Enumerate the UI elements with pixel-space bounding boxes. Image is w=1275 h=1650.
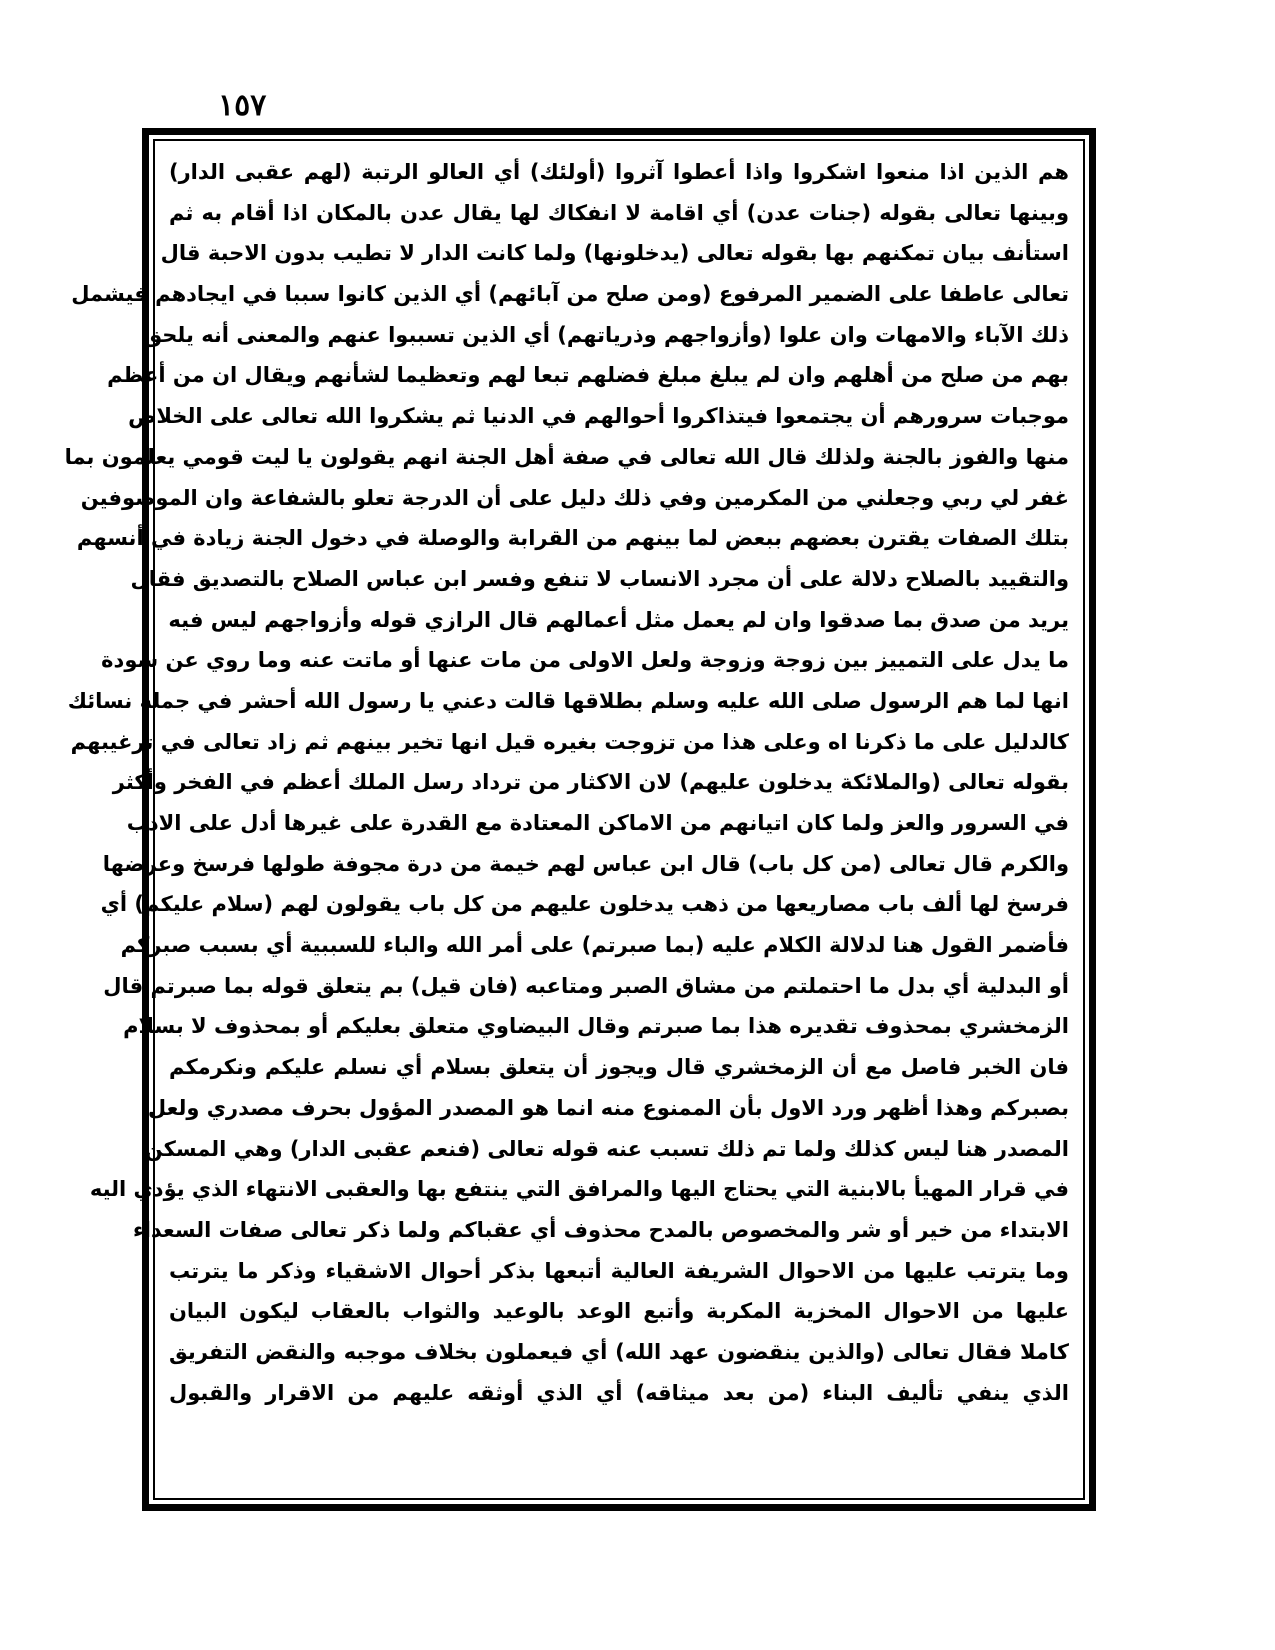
- page-frame: [64, 128, 1096, 1511]
- text-line: غفر لي ربي وجعلني من المكرمين وفي ذلك دليل على أن الدرجة تعلو بالشفاعة وان الموصوفين: [80, 485, 1069, 510]
- text-line: المصدر هنا ليس كذلك ولما تم ذلك تسبب عنه قوله تعالى (فنعم عقبى الدار) وهي المسكن: [144, 1136, 1069, 1161]
- text-line: أو البدلية أي بدل ما احتملتم من مشاق الصبر ومتاعبه (فان قيل) بم يتعلق قوله بما صبرتم قال: [103, 973, 1069, 998]
- text-line: الابتداء من خير أو شر والمخصوص بالمدح محذوف أي عقباكم ولما ذكر تعالى صفات السعداء: [132, 1217, 1069, 1242]
- page-frame-inner-rule: [64, 139, 1085, 1500]
- text-line: الذي ينفي تأليف البناء (من بعد ميثاقه) أي الذي أوثقه عليهم من الاقرار والقبول: [169, 1380, 1069, 1405]
- text-line: كاملا فقال تعالى (والذين ينقضون عهد الله) أي فيعملون بخلاف موجبه والنقض التفريق: [169, 1339, 1069, 1364]
- text-line: فأضمر القول هنا لدلالة الكلام عليه (بما صبرتم) على أمر الله والباء للسببية أي بسبب صبركم: [120, 933, 1069, 958]
- text-line: يريد من صدق بما صدقوا وان لم يعمل مثل أعمالهم قال الرازي قوله وأزواجهم ليس فيه: [168, 607, 1069, 632]
- text-line: [169, 1413, 1069, 1454]
- text-line: الزمخشري بمحذوف تقديره هذا بما صبرتم وقال البيضاوي متعلق بعليكم أو بمحذوف لا بسلام: [123, 1014, 1069, 1039]
- body-text: [64, 152, 1069, 1484]
- text-line: في السرور والعز ولما كان اتيانهم من الاماكن المعتادة مع القدرة على غيرها أدل على الادب: [126, 811, 1069, 835]
- text-line: وبينها تعالى بقوله (جنات عدن) أي اقامة لا انفكاك لها يقال عدن بالمكان اذا أقام به ثم: [169, 200, 1069, 225]
- text-line: والتقييد بالصلاح دلالة على أن مجرد الانساب لا تنفع وفسر ابن عباس الصلاح بالتصديق فقال: [130, 566, 1069, 591]
- text-line: هم الذين اذا منعوا اشكروا واذا أعطوا آثروا (أولئك) أي العالو الرتبة (لهم عقبى الدار): [169, 160, 1069, 184]
- text-line: بتلك الصفات يقترن بعضهم ببعض لما بينهم من القرابة والوصلة في دخول الجنة زيادة في أنسهم: [76, 526, 1069, 551]
- text-line: بصبركم وهذا أظهر ورد الاول بأن الممنوع منه انما هو المصدر المؤول بحرف مصدري ولعل: [147, 1095, 1069, 1120]
- text-line: والكرم قال تعالى (من كل باب) قال ابن عباس لهم خيمة من درة مجوفة طولها فرسخ وعرضها: [102, 851, 1069, 876]
- text-line: فان الخبر فاصل مع أن الزمخشري قال ويجوز أن يتعلق بسلام أي نسلم عليكم ونكرمكم: [169, 1055, 1069, 1080]
- text-line: موجبات سرورهم أن يجتمعوا فيتذاكروا أحوالهم في الدنيا ثم يشكروا الله تعالى على الخلاص: [128, 404, 1069, 429]
- text-line: ما يدل على التمييز بين زوجة وزوجة ولعل الاولى من مات عنها أو ماتت عنه وما روي عن سودة: [101, 648, 1069, 673]
- text-line: بقوله تعالى (والملائكة يدخلون عليهم) لان الاكثار من ترداد رسل الملك أعظم في الفخر وأكثر: [112, 770, 1069, 795]
- text-line: تعالى عاطفا على الضمير المرفوع (ومن صلح من آبائهم) أي الذين كانوا سببا في ايجادهم فيشمل: [71, 282, 1069, 307]
- text-line: كالدليل على ما ذكرنا اه وعلى هذا من تزوجت بغيره قيل انها تخير بينهم ثم زاد تعالى في ترغيبهم: [70, 729, 1069, 754]
- text-line: وما يترتب عليها من الاحوال الشريفة العالية أتبعها بذكر أحوال الاشقياء وذكر ما يترتب: [169, 1258, 1069, 1283]
- text-line: انها لما هم الرسول صلى الله عليه وسلم بطلاقها قالت دعني يا رسول الله أحشر في جملة نسائك: [67, 688, 1069, 713]
- text-line: ذلك الآباء والامهات وان علوا (وأزواجهم وذرياتهم) أي الذين تسببوا عنهم والمعنى أنه يلحق: [143, 322, 1069, 347]
- text-line: فرسخ لها ألف باب مصاريعها من ذهب يدخلون عليهم من كل باب يقولون لهم (سلام عليكم) أي: [100, 892, 1069, 917]
- text-line: استأنف بيان تمكنهم بها بقوله تعالى (يدخلونها) ولما كانت الدار لا تطيب بدون الاحبة قال: [160, 241, 1069, 266]
- text-line: منها والفوز بالجنة ولذلك قال الله تعالى في صفة أهل الجنة انهم يقولون يا ليت قومي يعلمون بما: [64, 444, 1069, 469]
- text-line: بهم من صلح من أهلهم وان لم يبلغ مبلغ فضلهم تبعا لهم وتعظيما لشأنهم ويقال ان من أعظم: [107, 363, 1069, 388]
- page-number: ١٥٧: [218, 88, 267, 123]
- text-line: في قرار المهيأ بالابنية التي يحتاج اليها والمرافق التي ينتفع بها والعقبى الانتهاء الذي يؤدي اليه: [89, 1177, 1069, 1202]
- text-line: عليها من الاحوال المخزية المكربة وأتبع الوعد بالوعيد والثواب بالعقاب ليكون البيان: [169, 1299, 1069, 1324]
